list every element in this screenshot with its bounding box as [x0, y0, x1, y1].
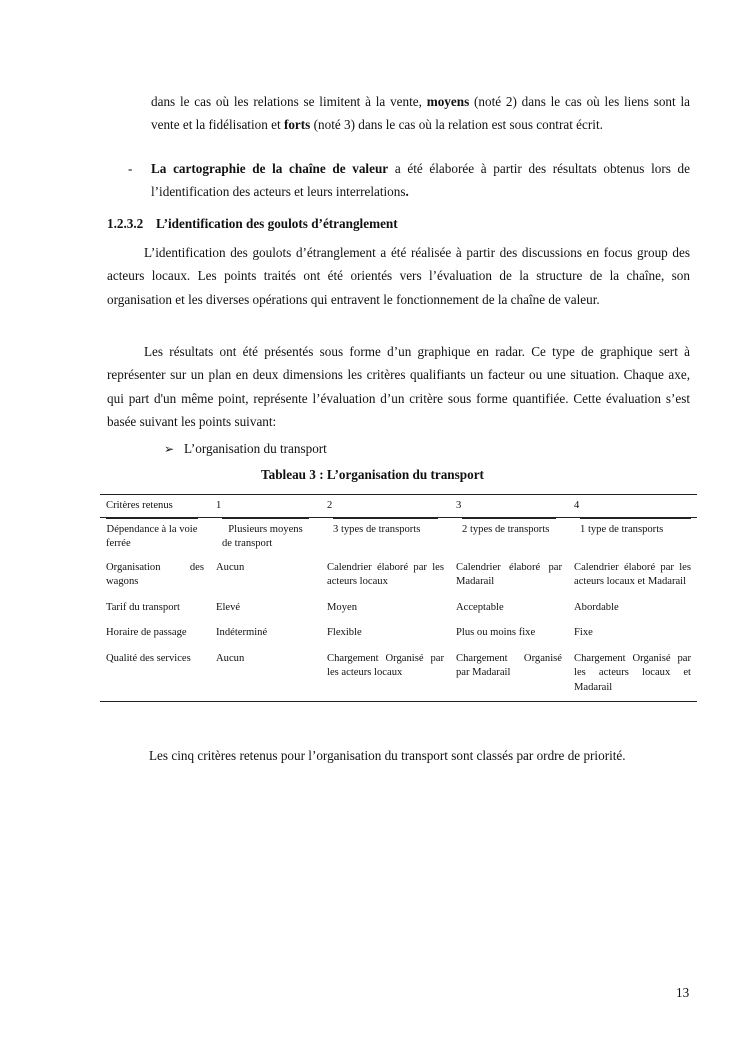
table-cell: Chargement Organisé par Madarail [450, 647, 568, 702]
table-cell: 2 types de transports [450, 517, 568, 556]
table-cell: Qualité des services [100, 647, 210, 702]
table-row [100, 596, 697, 622]
table-cell: Calendrier élaboré par les acteurs locaux et Madarail [574, 561, 691, 587]
table-header-cell: 1 [210, 495, 321, 518]
table-cell: Acceptable [456, 601, 504, 613]
paragraph-goulots: L’identification des goulots d’étranglement a été réalisée à partir des discussions en focus group des acteurs locaux. Les points traités ont été orientés vers l’évaluation de la structure de la chaîne, son organisation et les diverses opérations qui entravent le fonctionnement de la chaîne de valeur. [107, 245, 690, 307]
table-cell: Abordable [574, 601, 619, 613]
section-heading [107, 214, 398, 234]
table-cell: Aucun [210, 647, 321, 702]
table-cell: Moyen [327, 601, 358, 613]
table-row [100, 556, 697, 596]
table-cell: Organisation des wagons [106, 561, 204, 587]
page-number: 13 [676, 985, 690, 1000]
table-header-cell: 2 [321, 495, 450, 518]
table-cell: 3 types de transports [321, 517, 450, 556]
table-cell: Plus ou moins fixe [456, 627, 536, 638]
bullet-item [164, 439, 327, 459]
table-row [100, 517, 697, 556]
table-header-cell: 4 [568, 495, 697, 518]
transport-table [100, 494, 697, 702]
section-title: L’identification des goulots d’étranglement [156, 216, 398, 231]
dash-marker: - [128, 161, 133, 176]
table-cell: Dépendance à la voie ferrée [100, 517, 210, 556]
table-caption: Tableau 3 : L’organisation du transport [261, 467, 484, 482]
table-cell: Indéterminé [216, 627, 268, 638]
table-cell: Calendrier élaboré par les acteurs locaux [327, 561, 444, 587]
table-cell: 1 type de transports [568, 517, 697, 556]
dash-item-text: La cartographie de la chaîne de valeur a été élaborée à partir des résultats obtenus lors de l’identification des acteurs et leurs interrelations. [151, 161, 690, 200]
bold-moyens: moyens [426, 94, 470, 109]
table-cell: Plusieurs moyens de transport [210, 517, 321, 556]
table-cell: Aucun [216, 561, 245, 573]
arrow-bullet-icon: ➢ [164, 442, 175, 456]
closing-paragraph: Les cinq critères retenus pour l’organisation du transport sont classés par ordre de priorité. [149, 748, 626, 763]
table-cell: Chargement Organisé par les acteurs locaux et Madarail [568, 647, 697, 702]
table-cell: Tarif du transport [106, 601, 180, 613]
table-header-cell: Critères retenus [100, 495, 210, 518]
table-row [100, 621, 697, 647]
paragraph-radar: Les résultats ont été présentés sous forme d’un graphique en radar. Ce type de graphique sert à représenter sur un plan en deux dimensions les critères qualifiants un facteur ou une situation. Chaque axe, qui part d'un même point, représente l’évaluation d’un critère sous forme quantifiée. Cette évaluation s’est basée suivant les points suivant: [107, 344, 690, 429]
table-cell: Elevé [216, 601, 241, 613]
table-cell: Chargement Organisé par les acteurs locaux [321, 647, 450, 702]
table-row [100, 647, 697, 702]
table-header-row [100, 495, 697, 518]
section-number: 1.2.3.2 [107, 216, 144, 231]
table-cell: Horaire de passage [106, 627, 187, 638]
bullet-text: L’organisation du transport [184, 441, 327, 456]
bold-forts: forts [283, 117, 311, 133]
table-cell: Calendrier élaboré par Madarail [456, 561, 562, 587]
table-header-cell: 3 [450, 495, 568, 518]
table-cell: Fixe [574, 627, 593, 638]
intro-paragraph: dans le cas où les relations se limitent à la vente, moyens (noté 2) dans le cas où les liens sont la vente et la fidélisation et forts (noté 3) dans le cas où la relation est sous contrat écrit. [151, 94, 690, 133]
table-cell: Flexible [327, 627, 362, 638]
